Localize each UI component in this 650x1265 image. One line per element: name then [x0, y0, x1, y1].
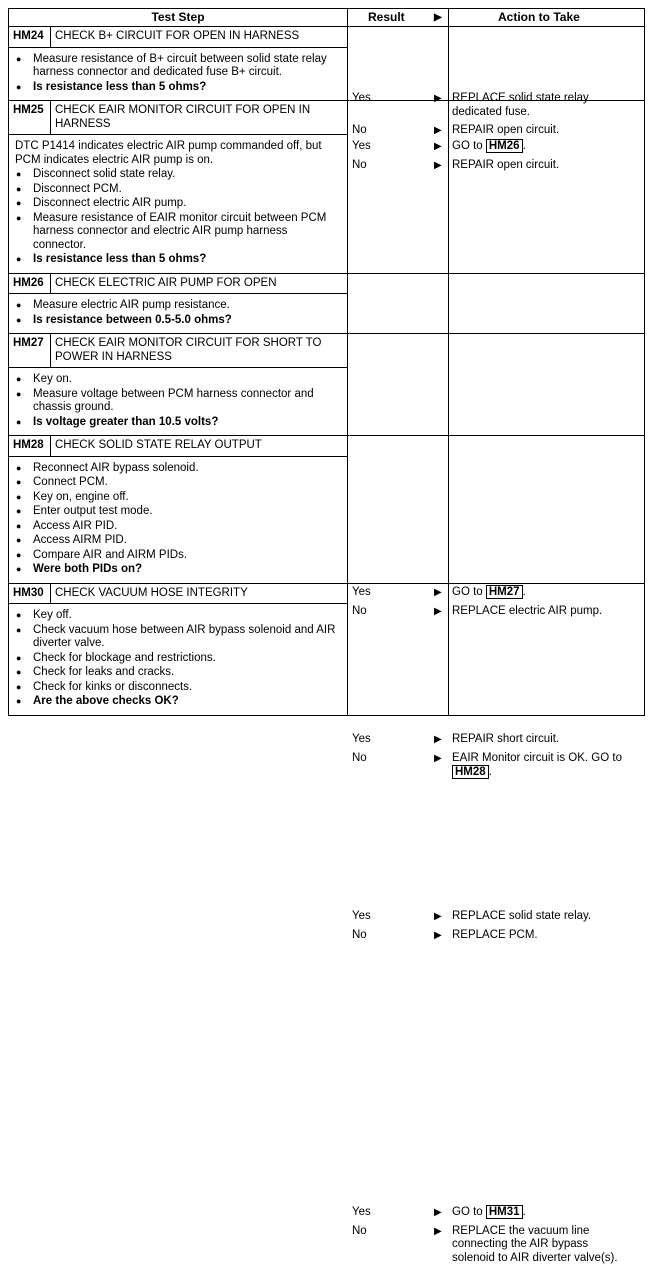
header-divider [448, 9, 449, 26]
action-text: REPLACE electric AIR pump. [452, 605, 628, 619]
action-text: GO to HM31 . [452, 1206, 628, 1220]
step-body [9, 135, 348, 274]
list-item: ● Access AIRM PID. [15, 534, 341, 548]
result-value: No [352, 752, 367, 766]
list-item: ● Measure resistance of B+ circuit between solid state relay harness connector and dedicated fuse B+ circuit. [15, 53, 341, 80]
step-question: ● Are the above checks OK? [15, 695, 341, 709]
action-text: REPLACE PCM. [452, 929, 628, 943]
step-title-row [9, 436, 645, 457]
arrow-icon: ▶ [434, 910, 442, 924]
list-item: ● Reconnect AIR bypass solenoid. [15, 462, 341, 476]
arrow-icon: ▶ [434, 605, 442, 619]
header-result-action [348, 9, 645, 27]
step-title: CHECK SOLID STATE RELAY OUTPUT [51, 436, 348, 457]
list-item: ● Check for blockage and restrictions. [15, 652, 341, 666]
step-title: CHECK B+ CIRCUIT FOR OPEN IN HARNESS [51, 27, 348, 48]
list-item: ● Enter output test mode. [15, 505, 341, 519]
step-reference[interactable]: HM26 [486, 139, 523, 153]
action-text: REPAIR short circuit. [452, 733, 628, 747]
list-item: ● Disconnect electric AIR pump. [15, 197, 341, 211]
action-text: REPLACE solid state relay. [452, 910, 628, 924]
list-item: ● Measure electric AIR pump resistance. [15, 299, 341, 313]
result-list [348, 584, 644, 715]
action-text: REPAIR open circuit. [452, 124, 628, 138]
step-code: HM28 [9, 436, 51, 457]
result-list [348, 101, 644, 273]
step-title-row [9, 334, 645, 368]
step-body [9, 604, 348, 716]
step-title-row [9, 583, 645, 604]
step-results [348, 436, 645, 584]
step-reference[interactable]: HM31 [486, 1205, 523, 1219]
arrow-icon: ▶ [434, 11, 442, 25]
arrow-icon: ▶ [434, 733, 442, 747]
result-value: Yes [352, 733, 371, 747]
step-bullets [15, 373, 341, 429]
step-title-row [9, 27, 645, 48]
step-body [9, 456, 348, 583]
result-value: Yes [352, 140, 371, 154]
result-list [348, 334, 644, 435]
arrow-icon: ▶ [434, 124, 442, 138]
step-question: ● Is resistance less than 5 ohms? [15, 253, 341, 267]
arrow-icon: ▶ [434, 140, 442, 154]
result-value: No [352, 605, 367, 619]
list-item: ● Connect PCM. [15, 476, 341, 490]
step-bullets [15, 609, 341, 709]
list-item: ● Measure voltage between PCM harness connector and chassis ground. [15, 388, 341, 415]
step-intro: DTC P1414 indicates electric AIR pump commanded off, but PCM indicates electric AIR pump is on. [15, 140, 341, 167]
step-body [9, 47, 348, 101]
result-value: Yes [352, 92, 371, 106]
list-item: ● Measure resistance of EAIR monitor circuit between PCM harness connector and electric AIR pump harness connector. [15, 212, 341, 253]
step-question: ● Is resistance between 0.5-5.0 ohms? [15, 314, 341, 328]
step-body [9, 368, 348, 436]
step-bullets [15, 53, 341, 95]
result-value: No [352, 159, 367, 173]
result-list [348, 27, 644, 100]
result-value: Yes [352, 910, 371, 924]
result-list [348, 274, 644, 334]
step-reference[interactable]: HM28 [452, 765, 489, 779]
step-bullets [15, 168, 341, 267]
result-value: Yes [352, 586, 371, 600]
action-text: GO to HM27 . [452, 586, 628, 600]
result-value: Yes [352, 1206, 371, 1220]
result-value: No [352, 929, 367, 943]
step-code: HM25 [9, 101, 51, 135]
step-bullets [15, 299, 341, 327]
step-code: HM26 [9, 273, 51, 294]
list-item: ● Key on, engine off. [15, 491, 341, 505]
step-title: CHECK EAIR MONITOR CIRCUIT FOR SHORT TO POWER IN HARNESS [51, 334, 348, 368]
list-item: ● Access AIR PID. [15, 520, 341, 534]
step-results [348, 334, 645, 436]
header-action: Action to Take [498, 11, 580, 25]
header-result: Result [368, 11, 405, 25]
arrow-icon: ▶ [434, 929, 442, 943]
action-text: REPAIR open circuit. [452, 159, 628, 173]
list-item: ● Check for kinks or disconnects. [15, 681, 341, 695]
steps-body [9, 27, 645, 716]
list-item: ● Disconnect PCM. [15, 183, 341, 197]
action-text: EAIR Monitor circuit is OK. GO to HM28 . [452, 752, 628, 779]
list-item: ● Check vacuum hose between AIR bypass solenoid and AIR diverter valve. [15, 624, 341, 651]
step-reference[interactable]: HM27 [486, 585, 523, 599]
arrow-icon: ▶ [434, 1206, 442, 1220]
result-value: No [352, 124, 367, 138]
header-test-step: Test Step [9, 9, 348, 27]
action-text: REPLACE solid state relay dedicated fuse. [452, 92, 628, 119]
list-item: ● Compare AIR and AIRM PIDs. [15, 549, 341, 563]
step-results [348, 27, 645, 101]
list-item: ● Key off. [15, 609, 341, 623]
result-list [348, 436, 644, 583]
step-question: ● Is resistance less than 5 ohms? [15, 81, 341, 95]
step-results [348, 273, 645, 334]
step-results [348, 101, 645, 274]
result-value: No [352, 1225, 367, 1239]
step-results [348, 583, 645, 715]
step-title-row [9, 273, 645, 294]
step-code: HM30 [9, 583, 51, 604]
action-text: REPLACE the vacuum line connecting the AIR bypass solenoid to AIR diverter valve(s). [452, 1225, 628, 1265]
step-question: ● Were both PIDs on? [15, 563, 341, 577]
step-body [9, 294, 348, 334]
step-title: CHECK EAIR MONITOR CIRCUIT FOR OPEN IN HARNESS [51, 101, 348, 135]
list-item: ● Key on. [15, 373, 341, 387]
arrow-icon: ▶ [434, 1225, 442, 1239]
arrow-icon: ▶ [434, 586, 442, 600]
step-title-row [9, 101, 645, 135]
step-question: ● Is voltage greater than 10.5 volts? [15, 416, 341, 430]
arrow-icon: ▶ [434, 159, 442, 173]
list-item: ● Check for leaks and cracks. [15, 666, 341, 680]
step-code: HM27 [9, 334, 51, 368]
table-header-row [9, 9, 645, 27]
arrow-icon: ▶ [434, 92, 442, 106]
step-bullets [15, 462, 341, 577]
step-title: CHECK ELECTRIC AIR PUMP FOR OPEN [51, 273, 348, 294]
list-item: ● Disconnect solid state relay. [15, 168, 341, 182]
diagnostic-table [8, 8, 645, 716]
action-text: GO to HM26 . [452, 140, 628, 154]
step-code: HM24 [9, 27, 51, 48]
arrow-icon: ▶ [434, 752, 442, 766]
step-title: CHECK VACUUM HOSE INTEGRITY [51, 583, 348, 604]
